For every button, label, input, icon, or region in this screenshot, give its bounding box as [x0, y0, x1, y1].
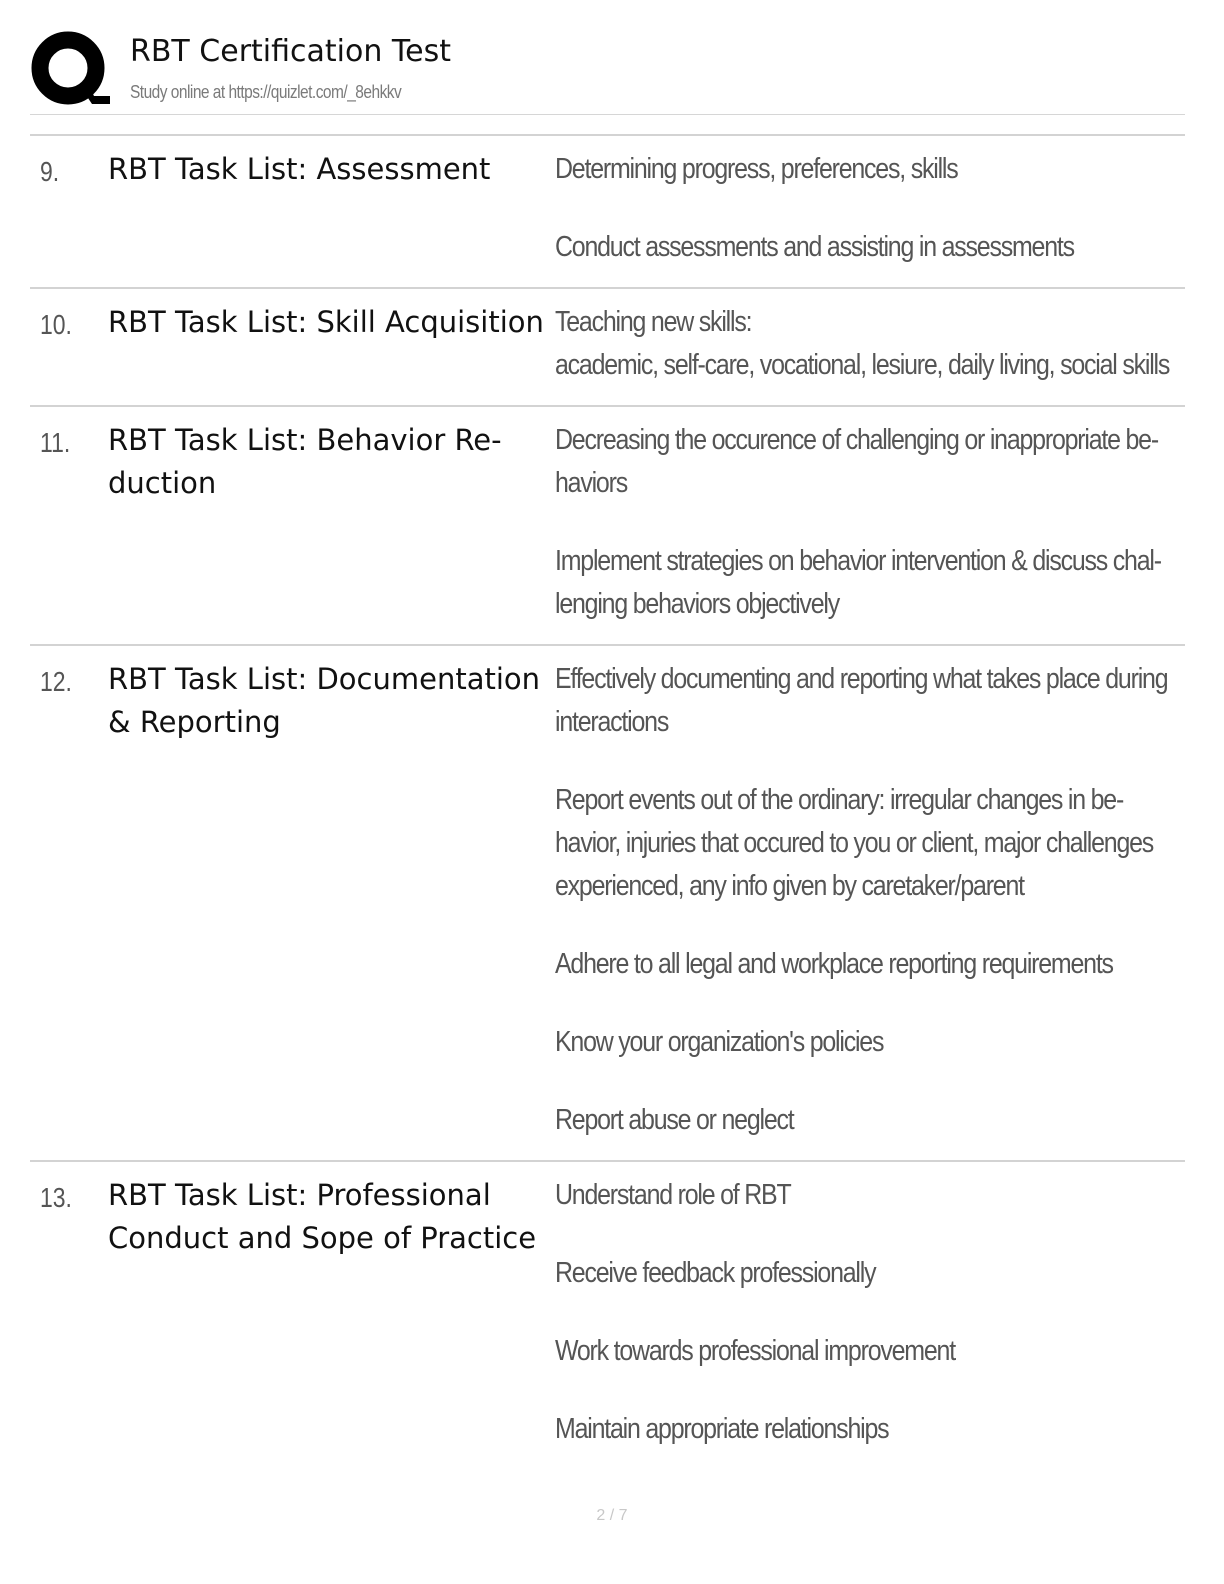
card-definition: Maintain appropriate relationships: [555, 1413, 889, 1445]
card-definition: Understand role of RBT: [555, 1179, 791, 1211]
card-definitions: [555, 136, 1185, 287]
card-definition: Know your organization's policies: [555, 1026, 884, 1058]
card-definition: Receive feedback professionally: [555, 1257, 876, 1289]
flashcard-row: [30, 1162, 1185, 1469]
card-definitions: [555, 1162, 1185, 1469]
page-title: RBT Certification Test: [130, 34, 451, 69]
card-definitions: [555, 407, 1185, 644]
card-term: RBT Task List: Professional Conduct and Sope of Practice: [108, 1178, 537, 1255]
card-definition: Conduct assessments and assisting in assessments: [555, 231, 1074, 263]
flashcard-row: [30, 407, 1185, 646]
flashcard-row: [30, 646, 1185, 1162]
card-term: RBT Task List: Skill Acquisition: [108, 305, 544, 339]
quizlet-logo-icon: [30, 30, 110, 110]
card-number: 9.: [40, 156, 60, 187]
page-number: 2 / 7: [596, 1507, 628, 1524]
card-definition: Adhere to all legal and workplace reporting requirements: [555, 948, 1113, 980]
card-definition: Determining progress, preferences, skills: [555, 153, 958, 185]
flashcard-list: [30, 136, 1185, 1469]
card-number: 13.: [40, 1182, 72, 1213]
card-definition: Implement strategies on behavior intervention & discuss chal- lenging behaviors objectively: [555, 545, 1161, 620]
card-definition: Report events out of the ordinary: irregular changes in be- havior, injuries that occured to you or client, major challenges experienced, any info given by caretaker/parent: [555, 784, 1154, 902]
card-definition: Teaching new skills: academic, self-care, vocational, lesiure, daily living, social skills: [555, 306, 1170, 381]
card-term: RBT Task List: Behavior Re- duction: [108, 423, 502, 500]
card-definitions: [555, 646, 1185, 1160]
card-definitions: [555, 289, 1185, 405]
card-number: 12.: [40, 666, 72, 697]
flashcard-row: [30, 289, 1185, 407]
card-definition: Work towards professional improvement: [555, 1335, 955, 1367]
card-definition: Report abuse or neglect: [555, 1104, 794, 1136]
header-divider: [30, 114, 1185, 115]
page-header: [30, 28, 1185, 114]
card-definition: Decreasing the occurence of challenging or inappropriate be- haviors: [555, 424, 1158, 499]
card-term: RBT Task List: Documentation & Reporting: [108, 662, 541, 739]
card-number: 11.: [40, 427, 71, 458]
flashcard-row: [30, 136, 1185, 289]
card-term: RBT Task List: Assessment: [108, 152, 491, 186]
card-number: 10.: [40, 309, 72, 340]
study-online-link[interactable]: Study online at https://quizlet.com/_8ehkkv: [130, 82, 402, 102]
card-definition: Effectively documenting and reporting what takes place during interactions: [555, 663, 1168, 738]
